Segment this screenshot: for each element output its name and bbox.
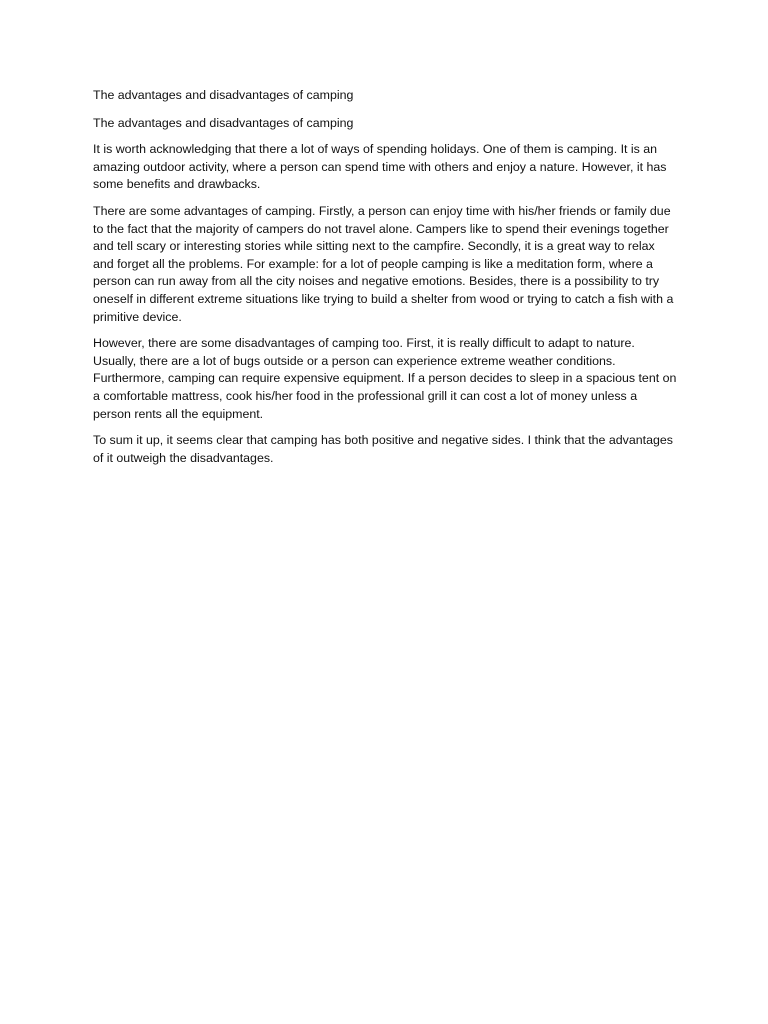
document-subtitle: The advantages and disadvantages of camping <box>93 115 354 130</box>
paragraph-advantages: There are some advantages of camping. Firstly, a person can enjoy time with his/her friends or family due to the fact that the majority of campers do not travel alone. Campers like to spend their evenings together and tell scary or interesting stories while sitting next to the campfire. Secondly, it is a great way to relax and forget all the problems. For example: for a lot of people camping is like a meditation form, where a person can run away from all the city noises and negative emotions. Besides, there is a possibility to try oneself in different extreme situations like trying to build a shelter from wood or trying to catch a fish with a primitive device. <box>93 203 674 324</box>
paragraph-intro: It is worth acknowledging that there a lot of ways of spending holidays. One of them is camping. It is an amazing outdoor activity, where a person can spend time with others and enjoy a nature. However, it has some benefits and drawbacks. <box>93 142 667 192</box>
document-title: The advantages and disadvantages of camping <box>93 88 354 102</box>
paragraph-conclusion: To sum it up, it seems clear that camping has both positive and negative sides. I think that the advantages of it outweigh the disadvantages. <box>93 433 673 465</box>
paragraph-disadvantages: However, there are some disadvantages of camping too. First, it is really difficult to adapt to nature. Usually, there are a lot of bugs outside or a person can experience extreme weather conditions. Furthermore, camping can require expensive equipment. If a person decides to sleep in a spacious tent on a comfortable mattress, cook his/her food in the professional grill it can cost a lot of money unless a person rents all the equipment. <box>93 336 677 421</box>
document-body <box>93 87 677 476</box>
